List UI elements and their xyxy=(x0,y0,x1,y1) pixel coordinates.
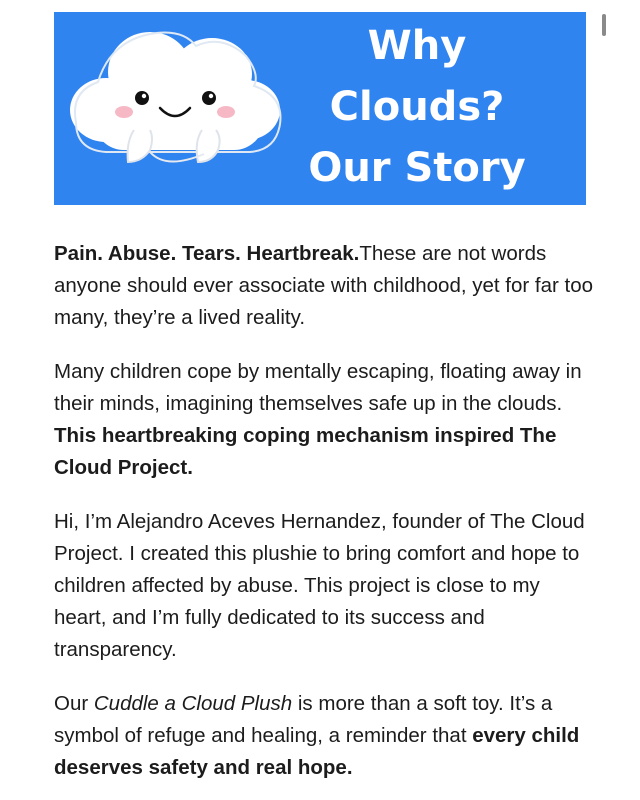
banner-title-line: Clouds? xyxy=(329,84,505,130)
coping-text: Many children cope by mentally escaping, floating away in their minds, imagining themselves safe up in the clouds. xyxy=(54,360,582,415)
plush-name: Cuddle a Cloud Plush xyxy=(93,692,293,715)
founder-text: Hi, I’m Alejandro Aceves Hernandez, founder of The Cloud Project. I created this plushie to bring comfort and hope to children affected by abuse. This project is close to my heart, and I’m fully dedicated to its success and transparency. xyxy=(54,510,585,661)
cloud-icon xyxy=(70,32,280,162)
story-article xyxy=(54,238,594,800)
intro-bold-text: Pain. Abuse. Tears. Heartbreak. xyxy=(54,242,360,265)
plush-bold-text: every child deserves safety and real hope. xyxy=(54,724,580,779)
banner-title-line: Why xyxy=(367,23,467,69)
banner-title-line: Our Story xyxy=(308,145,526,191)
scrollbar[interactable] xyxy=(602,14,606,36)
paragraph-plush xyxy=(54,688,594,784)
intro-text: These are not words anyone should ever associate with childhood, yet for far too many, they’re a lived reality. xyxy=(54,242,594,329)
story-banner xyxy=(54,12,586,205)
paragraph-coping xyxy=(54,356,594,484)
plush-text-start: Our xyxy=(54,692,94,715)
paragraph-intro xyxy=(54,238,594,334)
banner-title xyxy=(292,16,542,199)
paragraph-founder xyxy=(54,506,594,666)
plush-text-mid: is more than a soft toy. It’s a symbol of refuge and healing, a reminder that xyxy=(54,692,553,747)
cloud-plush-illustration xyxy=(54,12,294,205)
coping-bold-text: This heartbreaking coping mechanism inspired The Cloud Project. xyxy=(54,424,557,479)
